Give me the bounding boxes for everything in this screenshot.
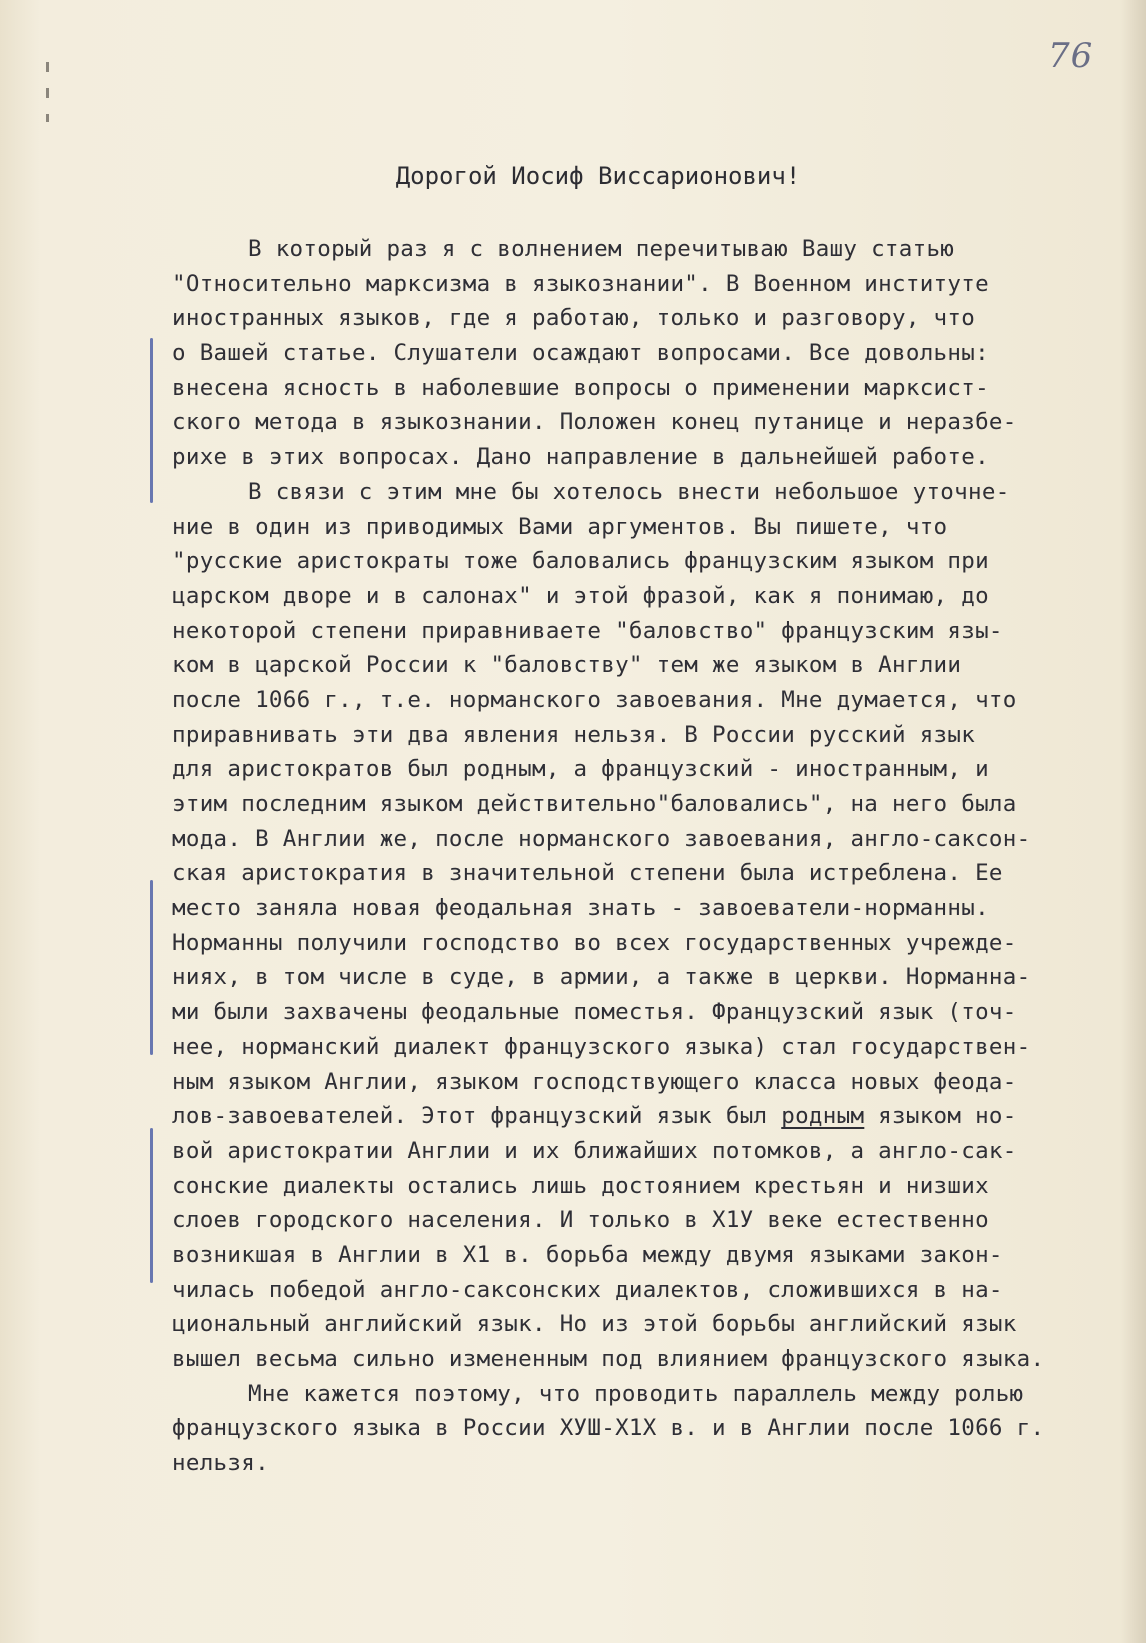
text-line xyxy=(172,475,1132,510)
text-line xyxy=(172,1377,1132,1412)
line-text: вышел весьма сильно измененным под влиянием французского языка. xyxy=(172,1346,1045,1372)
line-text: ниях, в том числе в суде, в армии, а также в церкви. Норманна- xyxy=(172,964,1031,991)
text-line xyxy=(172,891,1132,926)
line-text: чилась победой англо-саксонских диалектов, сложившихся в на- xyxy=(172,1276,1003,1303)
text-line xyxy=(172,579,1132,614)
binding-hole-mark xyxy=(46,88,49,98)
text-line xyxy=(172,822,1132,857)
text-line xyxy=(172,232,1132,267)
line-text-continued: языком но- xyxy=(864,1103,1017,1130)
text-line xyxy=(172,856,1132,891)
text-line xyxy=(172,1446,1132,1481)
line-text: циональный английский язык. Но из этой борьбы английский язык xyxy=(172,1311,1017,1338)
line-text: о Вашей статье. Слушатели осаждают вопросами. Все довольны: xyxy=(172,340,989,367)
text-line xyxy=(172,614,1132,649)
margin-pencil-mark xyxy=(150,338,153,503)
line-text: ние в один из приводимых Вами аргументов. Вы пишете, что xyxy=(172,513,948,540)
page-number: 76 xyxy=(1048,36,1094,76)
text-line xyxy=(172,1203,1132,1238)
line-text: ным языком Англии, языком господствующего класса новых феода- xyxy=(172,1068,1017,1095)
line-text: место заняла новая феодальная знать - завоеватели-норманны. xyxy=(172,895,989,922)
text-line xyxy=(172,1273,1132,1308)
text-line xyxy=(172,683,1132,718)
text-line xyxy=(172,405,1132,440)
text-line xyxy=(172,301,1132,336)
text-line xyxy=(172,371,1132,406)
text-line xyxy=(172,995,1132,1030)
line-text: некоторой степени приравниваете "баловство" французским язы- xyxy=(172,617,1003,644)
line-text: сонские диалекты остались лишь достоянием крестьян и низших xyxy=(172,1172,989,1199)
line-text: ком в царской России к "баловству" тем же языком в Англии xyxy=(172,652,962,679)
line-text: вой аристократии Англии и их ближайших потомков, а англо-сак- xyxy=(172,1137,1017,1164)
text-line xyxy=(172,926,1132,961)
text-line xyxy=(172,960,1132,995)
line-text: рихе в этих вопросах. Дано направление в дальнейшей работе. xyxy=(172,444,989,471)
line-text: слоев городского населения. И только в X1У веке естественно xyxy=(172,1207,989,1234)
margin-pencil-mark xyxy=(150,880,153,1055)
line-text: иностранных языков, где я работаю, только и разговору, что xyxy=(172,305,976,332)
line-text: ми были захвачены феодальные поместья. Французский язык (точ- xyxy=(172,999,1017,1026)
line-text: Мне кажется поэтому, что проводить параллель между ролью xyxy=(248,1380,1024,1407)
salutation: Дорогой Иосиф Виссарионович! xyxy=(395,162,801,190)
binding-hole-mark xyxy=(46,114,49,122)
underlined-word: родным xyxy=(781,1103,865,1130)
text-line xyxy=(172,267,1132,302)
text-line xyxy=(172,1099,1132,1134)
line-text: нее, норманский диалект французского языка) стал государствен- xyxy=(172,1033,1031,1060)
text-line xyxy=(172,1030,1132,1065)
text-line xyxy=(172,440,1132,475)
text-line xyxy=(172,1169,1132,1204)
line-text: для аристократов был родным, а французский - иностранным, и xyxy=(172,756,989,783)
line-text: лов-завоевателей. Этот французский язык был xyxy=(172,1103,782,1130)
line-text: "русские аристократы тоже баловались французским языком при xyxy=(172,548,989,575)
text-line xyxy=(172,1411,1132,1446)
line-text: после 1066 г., т.е. норманского завоевания. Мне думается, что xyxy=(172,686,1017,713)
line-text: В связи с этим мне бы хотелось внести небольшое уточне- xyxy=(248,478,1010,505)
line-text: ского метода в языкознании. Положен конец путанице и неразбе- xyxy=(172,409,1017,436)
line-text: этим последним языком действительно"баловались", на него была xyxy=(172,791,1017,817)
margin-pencil-mark xyxy=(150,1128,153,1283)
text-line xyxy=(172,752,1132,787)
line-text: царском дворе и в салонах" и этой фразой, как я понимаю, до xyxy=(172,582,989,609)
line-text: ская аристократия в значительной степени была истреблена. Ее xyxy=(172,860,1003,887)
text-line xyxy=(172,336,1132,371)
text-line xyxy=(172,544,1132,579)
line-text: нельзя. xyxy=(172,1450,269,1477)
text-line xyxy=(172,1342,1132,1377)
text-line xyxy=(172,510,1132,545)
text-line xyxy=(172,718,1132,753)
text-line xyxy=(172,1065,1132,1100)
text-line xyxy=(172,787,1132,822)
line-text: французского языка в России ХУШ-X1X в. и в Англии после 1066 г. xyxy=(172,1415,1045,1442)
text-line xyxy=(172,1238,1132,1273)
line-text: приравнивать эти два явления нельзя. В России русский язык xyxy=(172,721,976,748)
line-text: Норманны получили господство во всех государственных учрежде- xyxy=(172,929,1017,956)
line-text: возникшая в Англии в X1 в. борьба между двумя языками закон- xyxy=(172,1241,1003,1268)
line-text: "Относительно марксизма в языкознании". В Военном институте xyxy=(172,270,989,297)
text-line xyxy=(172,1307,1132,1342)
letter-body xyxy=(172,232,1132,1481)
line-text: мода. В Англии же, после норманского завоевания, англо-саксон- xyxy=(172,825,1031,852)
line-text: внесена ясность в наболевшие вопросы о применении марксист- xyxy=(172,374,989,401)
text-line xyxy=(172,1134,1132,1169)
text-line xyxy=(172,648,1132,683)
line-text: В который раз я с волнением перечитываю Вашу статью xyxy=(248,236,955,262)
binding-hole-mark xyxy=(46,62,49,72)
